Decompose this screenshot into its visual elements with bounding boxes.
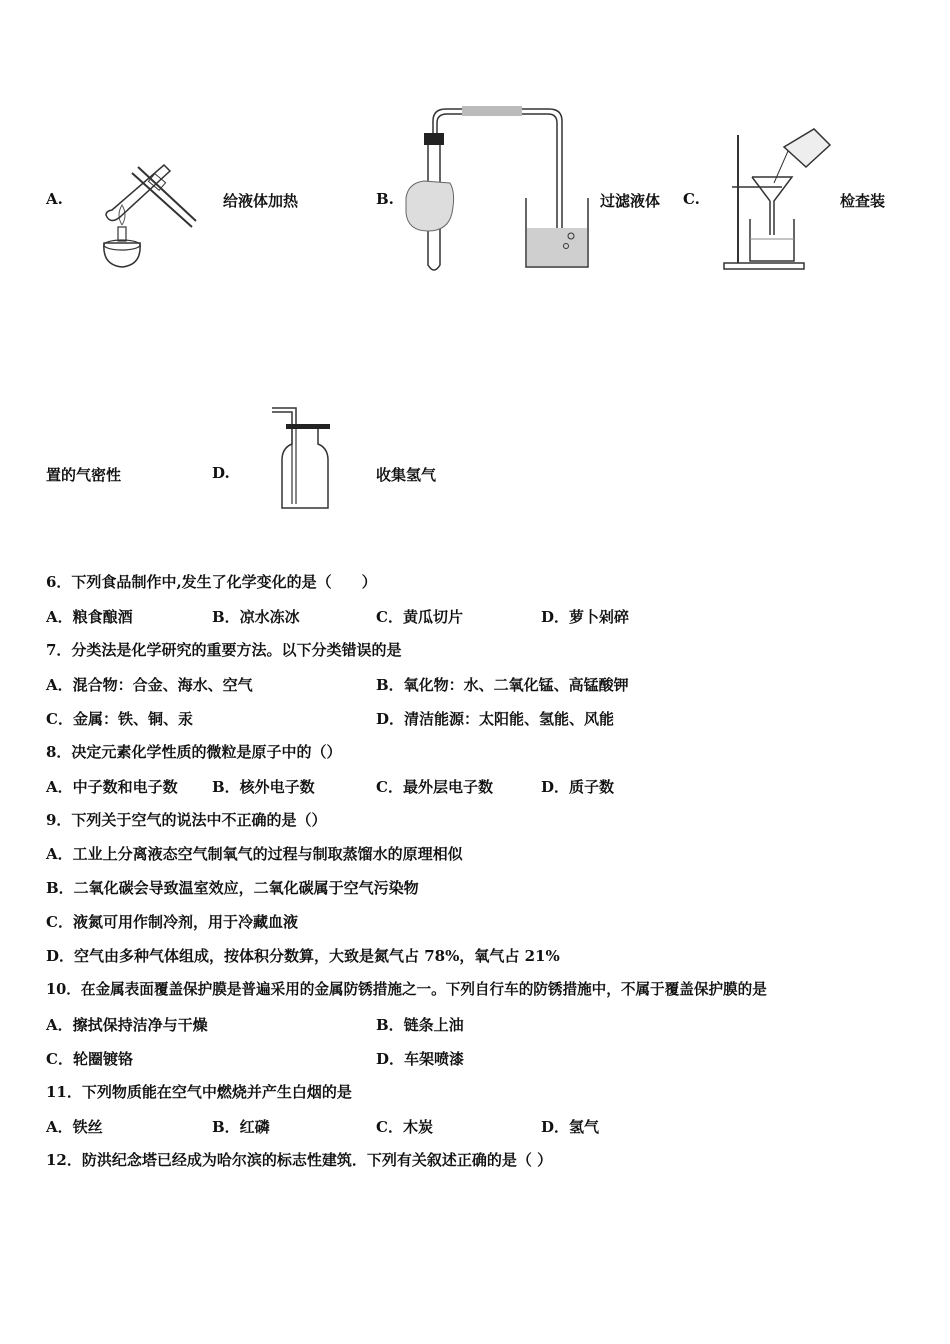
question-7-stem: 7．分类法是化学研究的重要方法。以下分类错误的是: [46, 641, 402, 659]
option-c-text-part2: 置的气密性: [46, 466, 122, 484]
option-b-label: B.: [376, 190, 394, 208]
question-7-option-a: A．混合物：合金、海水、空气: [46, 676, 253, 694]
question-9-stem: 9．下列关于空气的说法中不正确的是（）: [46, 811, 327, 829]
question-6-option-d: D．萝卜剁碎: [541, 608, 630, 626]
question-11-option-a: A．铁丝: [46, 1118, 103, 1136]
question-9-option-c: C．液氮可用作制冷剂，用于冷藏血液: [46, 913, 298, 931]
heating-liquid-apparatus-image: [92, 155, 197, 270]
question-11-option-b: B．红磷: [212, 1118, 270, 1136]
filtration-apparatus-image: [722, 127, 834, 275]
option-a-label: A.: [46, 190, 63, 208]
question-7-option-b: B．氧化物：水、二氧化锰、高锰酸钾: [376, 676, 629, 694]
gas-collecting-bottle-image: [270, 404, 335, 512]
question-8-option-a: A．中子数和电子数: [46, 778, 178, 796]
question-8-option-c: C．最外层电子数: [376, 778, 493, 796]
question-7-option-c: C．金属：铁、铜、汞: [46, 710, 193, 728]
question-11-option-c: C．木炭: [376, 1118, 433, 1136]
question-12-stem: 12．防洪纪念塔已经成为哈尔滨的标志性建筑．下列有关叙述正确的是（ ）: [46, 1151, 553, 1169]
question-9-option-b: B．二氧化碳会导致温室效应，二氧化碳属于空气污染物: [46, 879, 419, 897]
option-b-text: 过滤液体: [600, 192, 661, 210]
question-10-option-c: C．轮圈镀铬: [46, 1050, 133, 1068]
question-10-option-a: A．擦拭保持洁净与干燥: [46, 1016, 208, 1034]
question-6-option-b: B．凉水冻冰: [212, 608, 300, 626]
question-6-option-c: C．黄瓜切片: [376, 608, 463, 626]
question-7-option-d: D．清洁能源：太阳能、氢能、风能: [376, 710, 615, 728]
airtightness-check-apparatus-image: [404, 103, 594, 273]
question-8-option-b: B．核外电子数: [212, 778, 315, 796]
question-11-stem: 11．下列物质能在空气中燃烧并产生白烟的是: [46, 1083, 352, 1101]
question-8-stem: 8．决定元素化学性质的微粒是原子中的（）: [46, 743, 342, 761]
question-10-stem: 10．在金属表面覆盖保护膜是普遍采用的金属防锈措施之一。下列自行车的防锈措施中，不属于覆盖保护膜的是: [46, 981, 767, 998]
question-8-option-d: D．质子数: [541, 778, 615, 796]
question-9-option-d: D．空气由多种气体组成，按体积分数算，大致是氮气占 78%，氧气占 21%: [46, 947, 560, 965]
option-d-text: 收集氢气: [376, 466, 437, 484]
question-6-option-a: A．粮食酿酒: [46, 608, 133, 626]
question-10-option-d: D．车架喷漆: [376, 1050, 465, 1068]
option-c-text-part1: 检查装: [840, 192, 886, 210]
question-9-option-a: A．工业上分离液态空气制氧气的过程与制取蒸馏水的原理相似: [46, 845, 463, 863]
question-6-stem: 6．下列食品制作中,发生了化学变化的是（ ）: [46, 573, 377, 591]
option-c-label: C.: [683, 190, 700, 208]
question-10-option-b: B．链条上油: [376, 1016, 464, 1034]
option-d-label: D.: [212, 464, 230, 482]
option-a-text: 给液体加热: [223, 192, 299, 210]
question-11-option-d: D．氢气: [541, 1118, 600, 1136]
